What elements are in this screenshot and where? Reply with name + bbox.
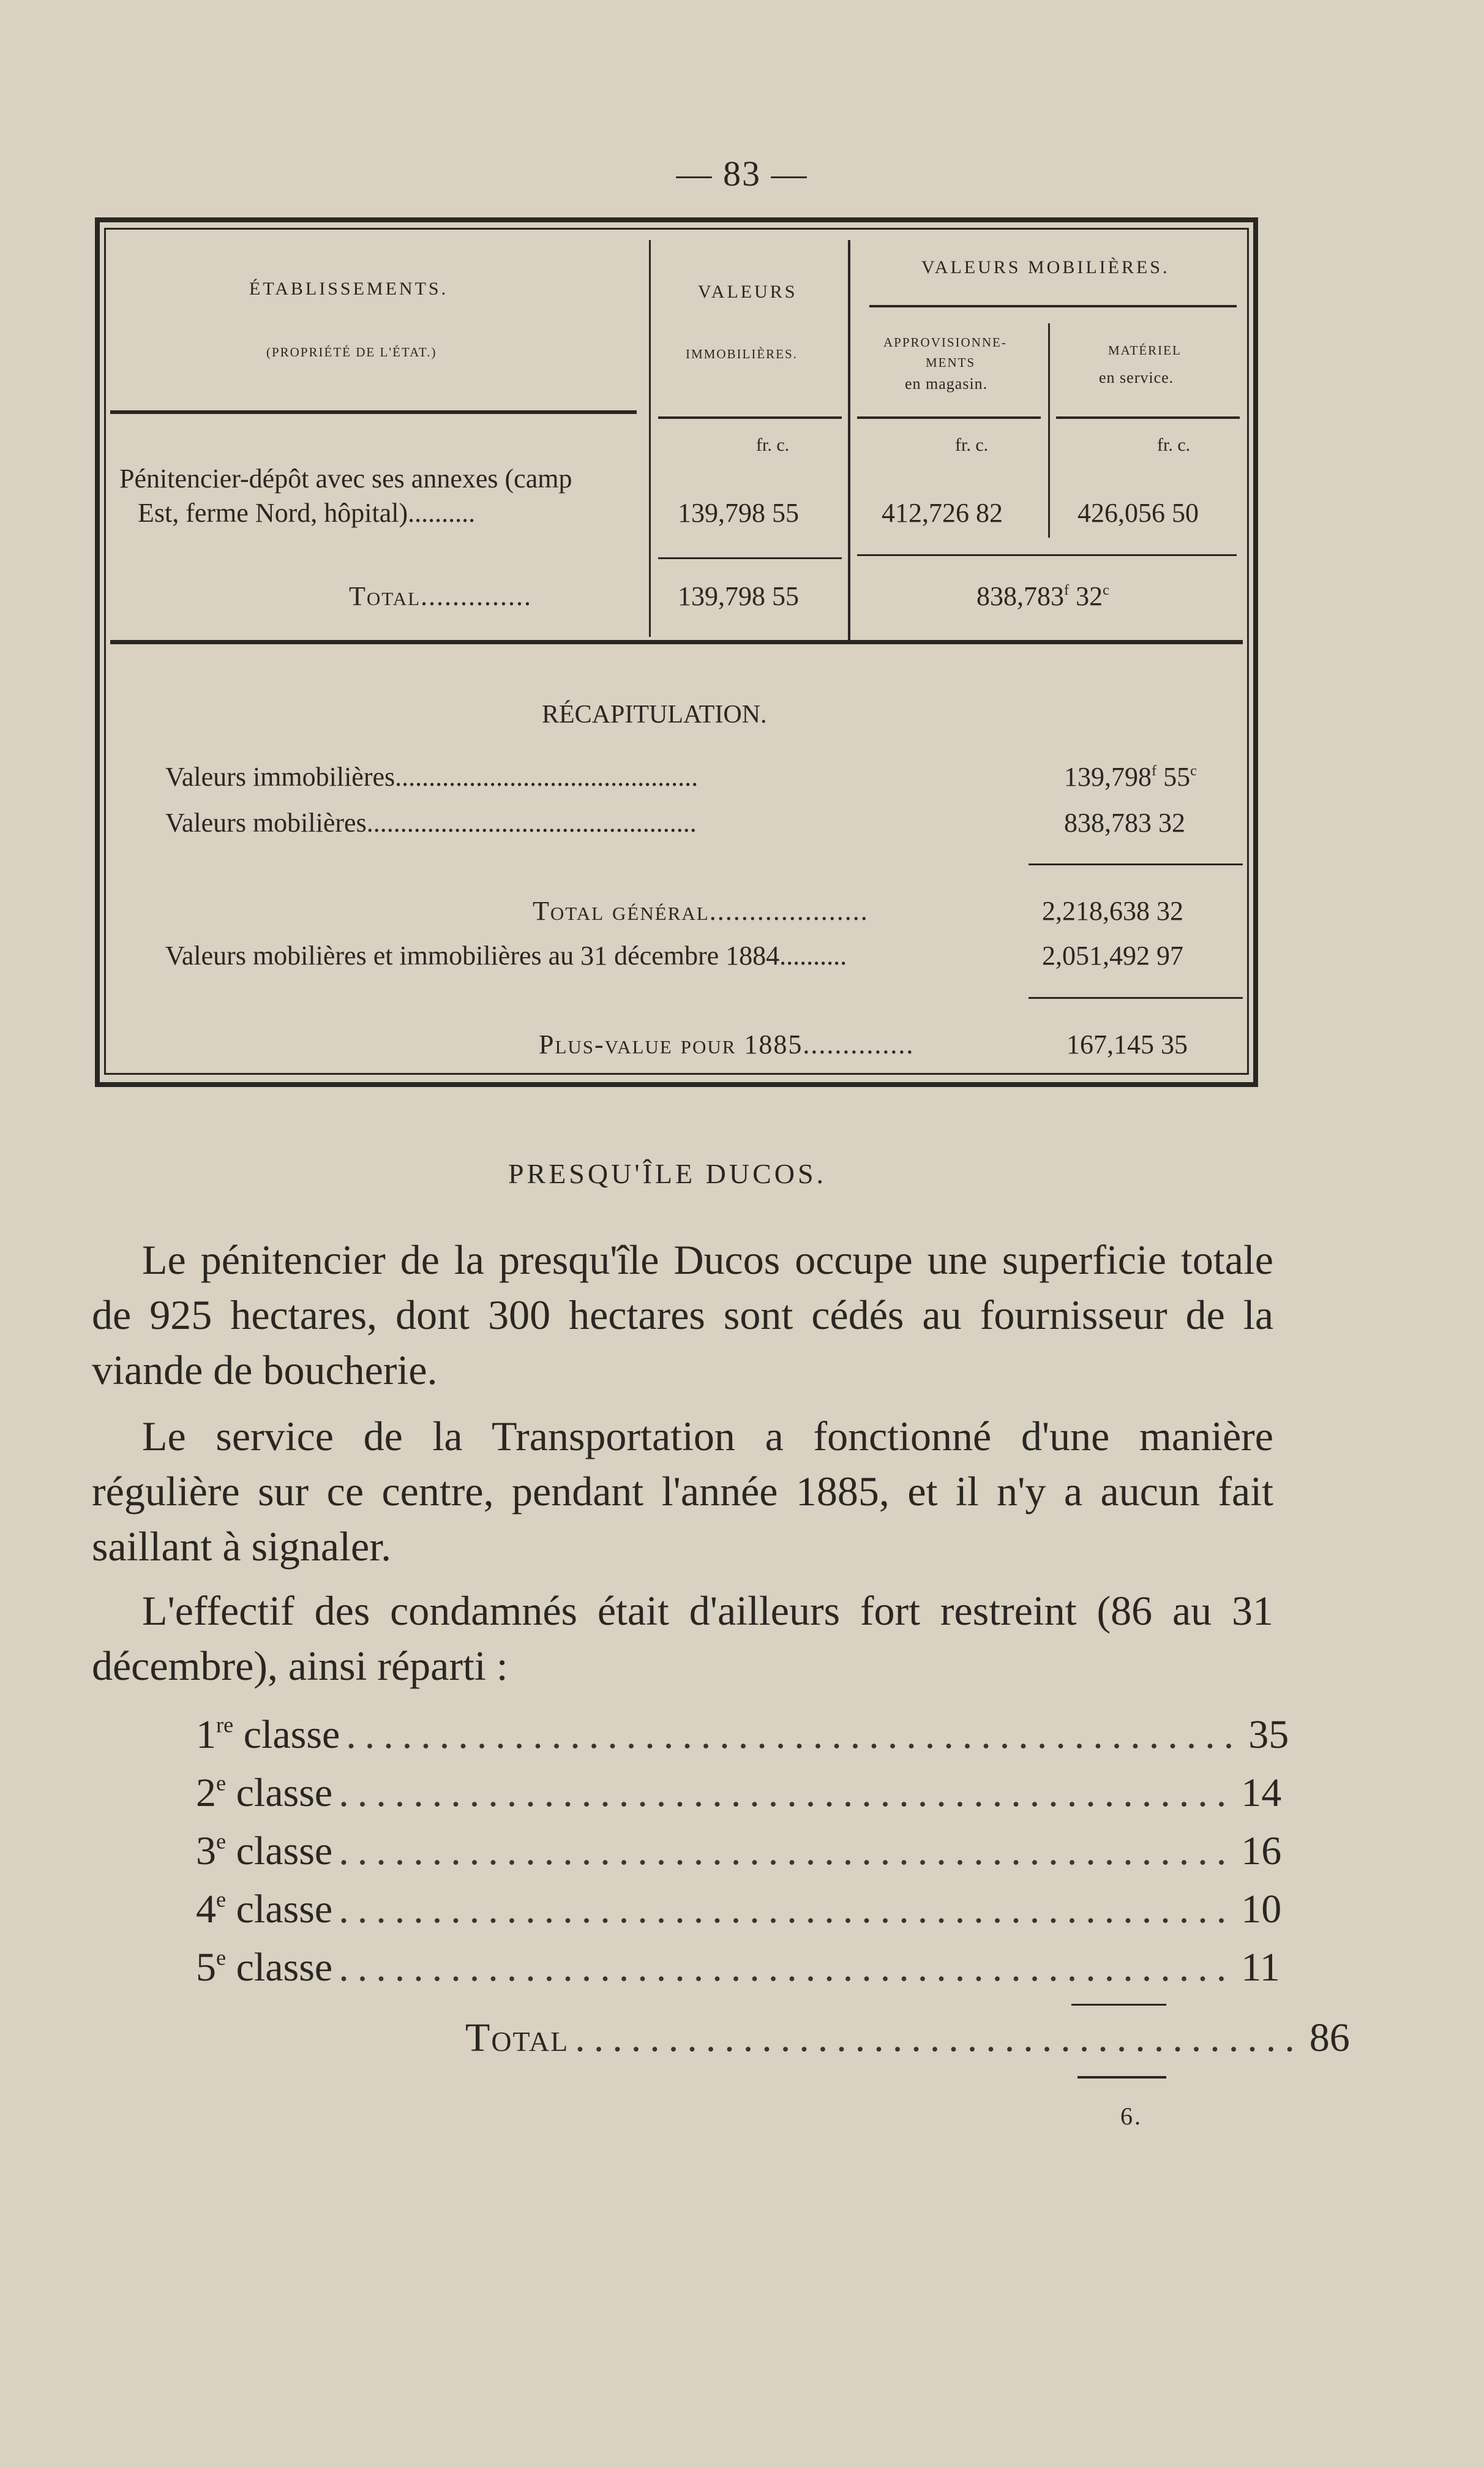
class-row: [196, 1944, 1280, 2000]
class-word: classe: [226, 1945, 333, 1990]
class-number: 4: [196, 1887, 216, 1932]
class-word: classe: [226, 1887, 333, 1932]
recap-rule-1: [1029, 863, 1243, 865]
table-mid-rule: [110, 640, 1243, 644]
class-leader: ................................................: [339, 1829, 1235, 1873]
class-row: [196, 1770, 1282, 1825]
class-count: 35: [1248, 1712, 1289, 1757]
class-suffix: e: [216, 1887, 227, 1912]
class-sum-rule: [1071, 2004, 1166, 2006]
page-number: — 83 —: [676, 154, 808, 194]
col-divider-3: [1048, 323, 1050, 538]
recap-rule-2: [1029, 997, 1243, 999]
class-total-value: 86: [1309, 2015, 1350, 2060]
header-approv-1: APPROVISIONNE-: [883, 335, 1007, 350]
class-suffix: e: [216, 1770, 227, 1796]
row-value-immobilieres: 139,798 55: [678, 498, 799, 528]
header-establishments-sub: (PROPRIÉTÉ DE L'ÉTAT.): [266, 345, 437, 359]
class-suffix: re: [216, 1712, 234, 1737]
class-count: 11: [1241, 1945, 1280, 1990]
class-count: 10: [1241, 1887, 1282, 1932]
header-approv-3: en magasin.: [905, 375, 988, 393]
class-number: 3: [196, 1829, 216, 1873]
paragraph-2: Le service de la Transportation a fonctionné d'une manière régulière sur ce centre, pendant l'année 1885, et il n'y a aucun fait saillant à signaler.: [92, 1413, 1273, 1570]
class-label: [196, 1712, 340, 1758]
class-label: [196, 1770, 332, 1816]
header-establishments: ÉTABLISSEMENTS.: [249, 279, 449, 299]
col-divider-2: [848, 240, 850, 641]
class-count: 14: [1241, 1770, 1282, 1815]
row-label-line2: Est, ferme Nord, hôpital)..........: [138, 498, 476, 528]
class-row: [196, 1712, 1289, 1767]
total-immobilieres: 139,798 55: [678, 581, 799, 611]
recap-title: RÉCAPITULATION.: [542, 701, 767, 729]
header-rule-3: [857, 416, 1041, 419]
class-number: 2: [196, 1770, 216, 1815]
header-rule-1: [110, 410, 637, 414]
recap-line5-label: Plus-value pour 1885..............: [539, 1029, 915, 1059]
class-total-leader: .......................................: [575, 2015, 1303, 2060]
row-value-approv: 412,726 82: [882, 498, 1003, 528]
recap-line2-value: 838,783 32: [1064, 808, 1185, 838]
class-leader: ................................................: [339, 1887, 1235, 1932]
class-row: [196, 1828, 1282, 1883]
header-rule-2: [658, 416, 842, 419]
class-total-label: Total: [465, 2015, 569, 2060]
recap-line3-value: 2,218,638 32: [1042, 896, 1183, 926]
class-number: 1: [196, 1712, 216, 1757]
class-suffix: e: [216, 1829, 227, 1854]
header-materiel-2: en service.: [1099, 369, 1174, 386]
total-mobilieres: 838,783$^f$ 32$^c$: [976, 581, 1109, 611]
class-suffix: e: [216, 1945, 227, 1970]
class-word: classe: [226, 1829, 333, 1873]
subtotal-rule-2: [857, 554, 1237, 556]
class-count: 16: [1241, 1829, 1282, 1873]
unit-immobilieres: fr. c.: [756, 435, 790, 455]
header-valeurs: VALEURS: [698, 282, 798, 302]
recap-line4-label: Valeurs mobilières et immobilières au 31 décembre 1884..........: [165, 941, 847, 971]
recap-line4-value: 2,051,492 97: [1042, 941, 1183, 971]
recap-line1-value: 139,798$^f$ 55$^c$: [1064, 762, 1197, 792]
class-row: [196, 1886, 1282, 1941]
unit-materiel: fr. c.: [1157, 435, 1191, 455]
paragraph-3: L'effectif des condamnés était d'ailleurs fort restreint (86 au 31 décembre), ainsi réparti :: [92, 1587, 1273, 1689]
header-materiel-1: MATÉRIEL: [1108, 343, 1182, 358]
class-total-row: [196, 2015, 1350, 2070]
class-word: classe: [233, 1712, 340, 1757]
recap-line5-value: 167,145 35: [1066, 1029, 1188, 1059]
header-mobilieres: VALEURS MOBILIÈRES.: [921, 257, 1170, 277]
row-label-line1: Pénitencier-dépôt avec ses annexes (camp: [119, 464, 572, 494]
section-title: PRESQU'ÎLE DUCOS.: [508, 1158, 827, 1189]
header-rule-4: [1056, 416, 1240, 419]
header-mobilieres-brace: [869, 305, 1237, 307]
subtotal-rule-1: [658, 557, 842, 559]
recap-line3-label: Total général....................: [533, 896, 869, 926]
class-word: classe: [226, 1770, 333, 1815]
class-number: 5: [196, 1945, 216, 1990]
footnote-number: 6.: [1120, 2102, 1142, 2130]
recap-line2-label: Valeurs mobilières.................................................: [165, 808, 697, 838]
class-label: [196, 1886, 332, 1933]
header-valeurs-sub: IMMOBILIÈRES.: [686, 347, 798, 361]
header-approv-2: MENTS: [926, 355, 976, 370]
class-leader: ................................................: [339, 1945, 1235, 1990]
class-label: [196, 1828, 332, 1875]
row-value-materiel: 426,056 50: [1077, 498, 1199, 528]
col-divider-1: [649, 240, 651, 637]
class-total-rule: [1077, 2076, 1166, 2079]
total-label: Total..............: [349, 581, 533, 611]
class-label: [196, 1944, 332, 1991]
unit-approv: fr. c.: [955, 435, 989, 455]
paragraph-1: Le pénitencier de la presqu'île Ducos occupe une superficie totale de 925 hectares, dont 300 hectares sont cédés au fournisseur de la viande de boucherie.: [92, 1236, 1273, 1393]
class-leader: ................................................: [339, 1770, 1235, 1815]
recap-line1-label: Valeurs immobilières.............................................: [165, 762, 699, 792]
class-leader: ................................................: [346, 1712, 1243, 1757]
